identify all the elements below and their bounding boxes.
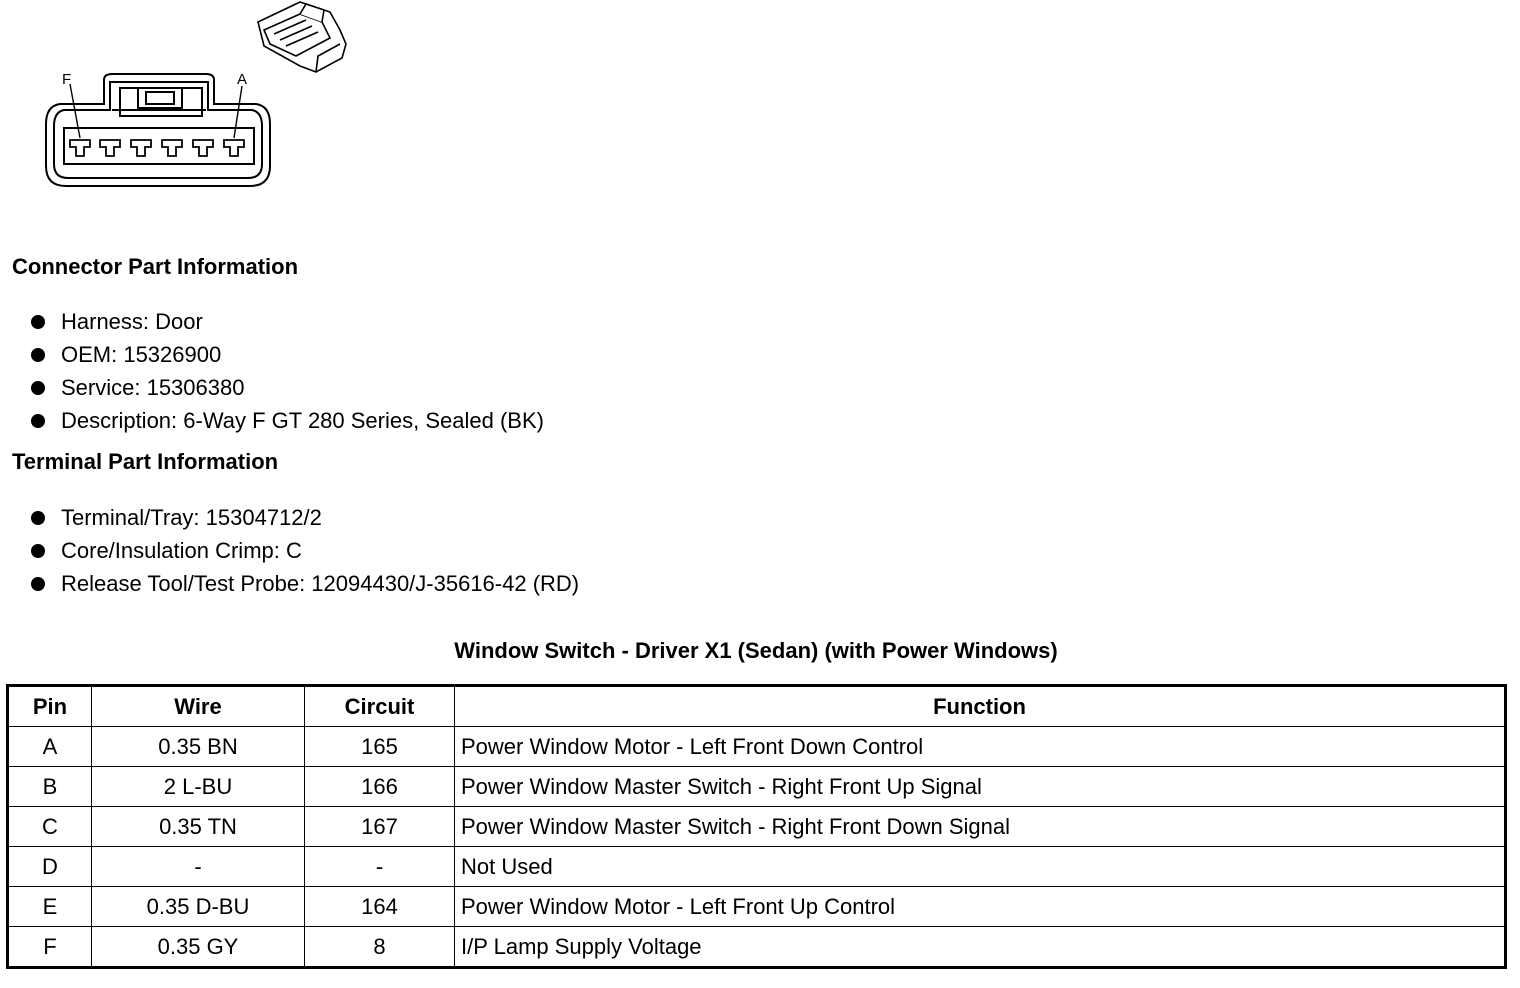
table-row bbox=[8, 847, 1506, 887]
pin-label-a: A bbox=[237, 71, 248, 88]
terminal-cavities bbox=[70, 140, 244, 156]
cell-circuit: 165 bbox=[305, 727, 455, 767]
list-item: Terminal/Tray: 15304712/2 bbox=[28, 501, 579, 534]
cell-function: Power Window Master Switch - Right Front Up Signal bbox=[455, 767, 1506, 807]
cell-wire: 0.35 TN bbox=[92, 807, 305, 847]
list-item: Release Tool/Test Probe: 12094430/J-35616-42 (RD) bbox=[28, 567, 579, 600]
table-row bbox=[8, 767, 1506, 807]
cell-circuit: 164 bbox=[305, 887, 455, 927]
list-item: Description: 6-Way F GT 280 Series, Sealed (BK) bbox=[28, 404, 544, 437]
connector-diagram bbox=[0, 0, 380, 200]
list-item: Harness: Door bbox=[28, 305, 544, 338]
cell-function: Power Window Motor - Left Front Up Control bbox=[455, 887, 1506, 927]
terminal-info-heading: Terminal Part Information bbox=[12, 449, 279, 474]
table-row bbox=[8, 887, 1506, 927]
cell-function: Not Used bbox=[455, 847, 1506, 887]
connector-face bbox=[46, 74, 270, 186]
connector-iso-icon bbox=[258, 2, 346, 72]
cell-pin: F bbox=[8, 927, 92, 968]
table-title: Window Switch - Driver X1 (Sedan) (with Power Windows) bbox=[454, 638, 1058, 663]
cell-pin: E bbox=[8, 887, 92, 927]
column-header-function: Function bbox=[455, 686, 1506, 727]
table-header-row bbox=[8, 686, 1506, 727]
pinout-table bbox=[6, 684, 1507, 969]
cell-wire: 0.35 BN bbox=[92, 727, 305, 767]
cell-function: Power Window Master Switch - Right Front Down Signal bbox=[455, 807, 1506, 847]
pin-label-f: F bbox=[62, 71, 72, 88]
column-header-wire: Wire bbox=[92, 686, 305, 727]
connector-info-heading: Connector Part Information bbox=[12, 254, 299, 279]
cell-circuit: 8 bbox=[305, 927, 455, 968]
cell-pin: B bbox=[8, 767, 92, 807]
cell-pin: A bbox=[8, 727, 92, 767]
cell-wire: 0.35 D-BU bbox=[92, 887, 305, 927]
column-header-circuit: Circuit bbox=[305, 686, 455, 727]
bullet-icon bbox=[31, 315, 45, 329]
bullet-icon bbox=[31, 544, 45, 558]
table-row bbox=[8, 807, 1506, 847]
bullet-icon bbox=[31, 348, 45, 362]
cell-wire: - bbox=[92, 847, 305, 887]
list-item: Service: 15306380 bbox=[28, 371, 544, 404]
terminal-info-list bbox=[28, 501, 579, 600]
bullet-icon bbox=[31, 511, 45, 525]
cell-circuit: 167 bbox=[305, 807, 455, 847]
table-row bbox=[8, 727, 1506, 767]
connector-info-list bbox=[28, 305, 544, 437]
cell-function: I/P Lamp Supply Voltage bbox=[455, 927, 1506, 968]
cell-pin: C bbox=[8, 807, 92, 847]
pin-a-leader bbox=[234, 86, 242, 138]
cell-circuit: - bbox=[305, 847, 455, 887]
list-item: OEM: 15326900 bbox=[28, 338, 544, 371]
table-row bbox=[8, 927, 1506, 968]
bullet-icon bbox=[31, 381, 45, 395]
bullet-icon bbox=[31, 577, 45, 591]
cell-function: Power Window Motor - Left Front Down Control bbox=[455, 727, 1506, 767]
cell-pin: D bbox=[8, 847, 92, 887]
list-item: Core/Insulation Crimp: C bbox=[28, 534, 579, 567]
bullet-icon bbox=[31, 414, 45, 428]
cell-wire: 2 L-BU bbox=[92, 767, 305, 807]
cell-wire: 0.35 GY bbox=[92, 927, 305, 968]
column-header-pin: Pin bbox=[8, 686, 92, 727]
cell-circuit: 166 bbox=[305, 767, 455, 807]
